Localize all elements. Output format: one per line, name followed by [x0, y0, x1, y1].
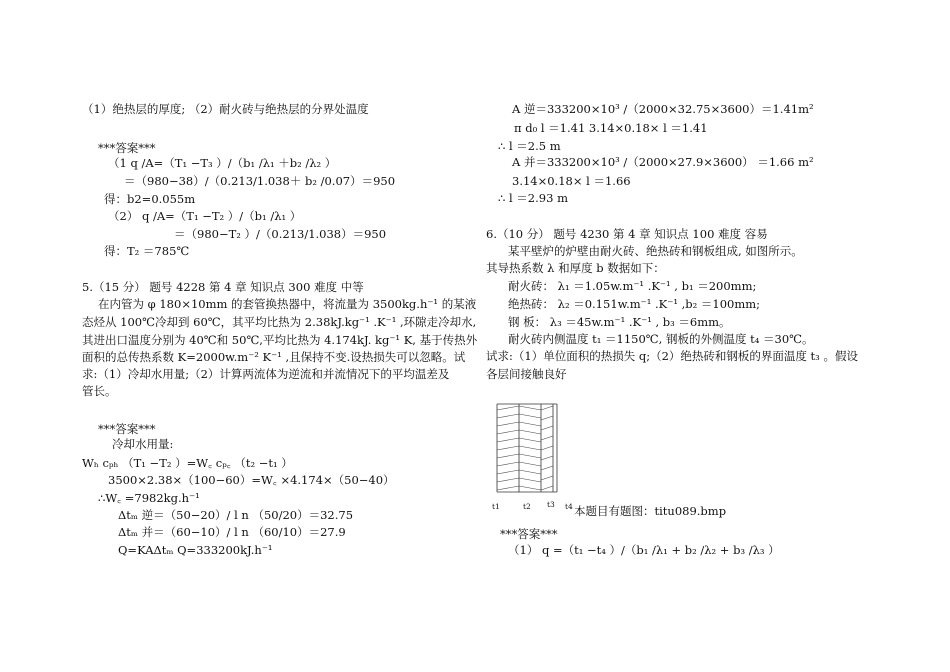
- answer-result-1: 得：b2=0.055m: [104, 192, 196, 206]
- label-t2: t2: [523, 502, 531, 511]
- problem-6-question: 试求:（1）单位面积的热损失 q;（2）绝热砖和钢板的界面温度 t₃ 。假设: [486, 349, 858, 363]
- answer-5-length-1: ∴ l ＝2.5 m: [498, 139, 561, 153]
- problem-6-text-1: 某平壁炉的炉壁由耐火砖、绝热砖和钢板组成, 如图所示。: [508, 244, 803, 258]
- problem-5-text-2: 态烃从 100℃冷却到 60℃，其平均比热为 2.38kJ.kg⁻¹ .K⁻¹ ,环隙走冷却水,: [82, 315, 477, 329]
- problem-6-insulation: 绝热砖： λ₂ ＝0.151w.m⁻¹ .K⁻¹ ,b₂ ＝100mm;: [508, 297, 761, 311]
- problem-6-text-2: 其导热系数 λ 和厚度 b 数据如下：: [486, 261, 665, 275]
- answer-6-eq-1: （1） q =（t₁ −t₄ ）/（b₁ /λ₁ + b₂ /λ₂ + b₃ /λ₃ ）: [508, 543, 780, 557]
- problem-5-text-4: 面积的总传热系数 K=2000w.m⁻² K⁻¹ ,且保持不变.设热损失可以忽略。试: [82, 350, 466, 364]
- problem-5-text-3: 其进出口温度分别为 40℃和 50℃,平均比热为 4.174kJ. kg⁻¹ K, 基于传热外: [82, 333, 478, 347]
- answer-result-2: 得：T₂ ＝785℃: [104, 244, 190, 258]
- answer-eq-2: ＝（980−38）/（0.213/1.038＋ b₂ /0.07）＝950: [124, 174, 396, 188]
- figure-caption: 本题目有题图：titu089.bmp: [574, 504, 727, 518]
- problem-5-header: 5.（15 分） 题号 4228 第 4 章 知识点 300 难度 中等: [82, 280, 364, 294]
- answer-5-eq-1: Wₕ cₚₕ （T₁ −T₂ ）=W꜀ cₚ꜀ （t₂ −t₁ ）: [82, 456, 293, 470]
- problem-6-firebrick: 耐火砖： λ₁ ＝1.05w.m⁻¹ .K⁻¹ , b₁ ＝200mm;: [508, 279, 757, 293]
- problem-5-text-5: 求:（1）冷却水用量;（2）计算两流体为逆流和并流情况下的平均温差及: [82, 367, 450, 381]
- problem-6-temps: 耐火砖内侧温度 t₁ ＝1150℃, 钢板的外侧温度 t₄ ＝30℃。: [508, 332, 814, 346]
- answer-5-eq-2: 3500×2.38×（100−60）=W꜀ ×4.174×（50−40）: [108, 473, 395, 487]
- answer-5-eq-3: ∴W꜀ =7982kg.h⁻¹: [98, 491, 200, 505]
- answer-header: ***答案***: [98, 141, 156, 155]
- answer-header-6: ***答案***: [500, 527, 558, 541]
- problem-6-header: 6.（10 分） 题号 4230 第 4 章 知识点 100 难度 容易: [486, 227, 768, 241]
- answer-5-eq-6: Q=KAΔtₘ Q=333200kJ.h⁻¹: [118, 543, 273, 557]
- answer-5-pidl-1: π d₀ l ＝1.41 3.14×0.18× l ＝1.41: [514, 121, 708, 135]
- answer-5-eq-4: Δtₘ 逆＝（50−20）/ l n （50/20）＝32.75: [118, 508, 354, 522]
- problem-5-text-1: 在内管为 φ 180×10mm 的套管换热器中，将流量为 3500kg.h⁻¹ 的某液: [98, 297, 477, 311]
- answer-header-5: ***答案***: [98, 422, 156, 436]
- answer-5-water: 冷却水用量:: [112, 437, 174, 451]
- answer-5-area-counter: A 逆＝333200×10³ /（2000×32.75×3600）＝1.41m²: [512, 102, 814, 116]
- answer-5-pidl-2: 3.14×0.18× l ＝1.66: [512, 174, 631, 188]
- problem-5-text-6: 管长。: [82, 384, 117, 398]
- answer-eq-3: （2） q /A=（T₁ −T₂ ）/（b₁ /λ₁ ）: [108, 209, 302, 223]
- wall-layer-figure: [492, 402, 575, 511]
- answer-5-eq-5: Δtₘ 并＝（60−10）/ l n （60/10）＝27.9: [118, 525, 346, 539]
- wall-layer-diagram: [495, 402, 575, 498]
- question-parts: （1）绝热层的厚度; （2）耐火砖与绝热层的分界处温度: [82, 102, 369, 116]
- label-t4: t4: [565, 502, 573, 511]
- problem-6-contact: 各层间接触良好: [486, 367, 567, 381]
- answer-eq-1: （1 q /A=（T₁ −T₃ ）/（b₁ /λ₁ ＋b₂ /λ₂ ）: [108, 156, 337, 170]
- answer-5-length-2: ∴ l ＝2.93 m: [498, 191, 568, 205]
- answer-eq-4: ＝（980−T₂ ）/（0.213/1.038）＝950: [174, 227, 387, 241]
- label-t1: t1: [492, 502, 500, 511]
- label-t3: t3: [547, 500, 555, 509]
- answer-5-area-parallel: A 并＝333200×10³ /（2000×27.9×3600） ＝1.66 m²: [512, 155, 814, 169]
- problem-6-steel: 钢 板： λ₃ ＝45w.m⁻¹ .K⁻¹ , b₃ ＝6mm。: [508, 315, 731, 329]
